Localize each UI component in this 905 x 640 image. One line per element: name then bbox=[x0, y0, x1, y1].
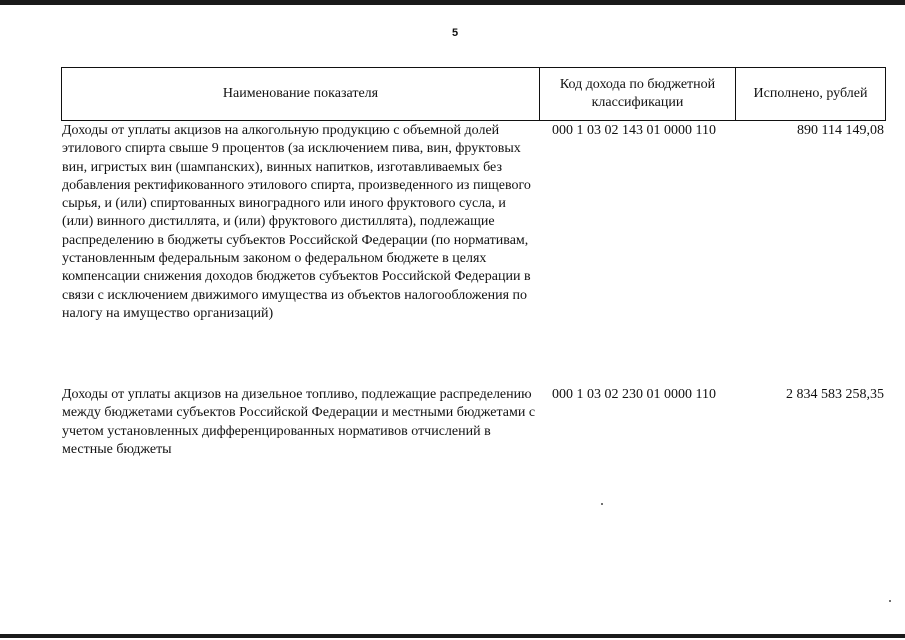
row-amount: 890 114 149,08 bbox=[797, 123, 884, 138]
row-code: 000 1 03 02 230 01 0000 110 bbox=[552, 387, 716, 402]
row-name: Доходы от уплаты акцизов на алкогольную продукцию с объемной долей этилового спирта свыше 9 процентов (за исключением пива, вин, фруктовых вин, игристых вин (шампанских), винных напитков, изготавливаемых без добавления ректификованного этилового спирта, произведенного из пищевого сырья, и (или) спиртованных виноградного или иного фруктового сусла, и (или) винного дистиллята, и (или) фруктового дистиллята), подлежащие распределению в бюджеты субъектов Российской Федерации (по нормативам, установленным федеральным законом о федеральном бюджете в целях компенсации снижения доходов бюджетов субъектов Российской Федерации в связи с исключением движимого имущества из объектов налогообложения по налогу на имущество организаций) bbox=[62, 123, 531, 321]
scan-speck bbox=[889, 600, 891, 602]
scan-bottom-border bbox=[0, 634, 905, 638]
header-name-cell: Наименование показателя bbox=[62, 68, 540, 120]
table-header bbox=[61, 67, 886, 121]
row-name: Доходы от уплаты акцизов на дизельное топливо, подлежащие распределению между бюджетами субъектов Российской Федерации и местными бюджетами с учетом установленных дифференцированных нормативов отчислений в местные бюджеты bbox=[62, 387, 536, 457]
header-amount-cell: Исполнено, рублей bbox=[753, 86, 868, 101]
row-code: 000 1 03 02 143 01 0000 110 bbox=[552, 123, 716, 138]
header-code-cell: Код дохода по бюджетной классификации bbox=[540, 68, 736, 120]
scan-top-border bbox=[0, 0, 905, 5]
page-number: 5 bbox=[451, 27, 459, 39]
scan-speck bbox=[601, 503, 603, 505]
row-amount: 2 834 583 258,35 bbox=[786, 387, 884, 402]
